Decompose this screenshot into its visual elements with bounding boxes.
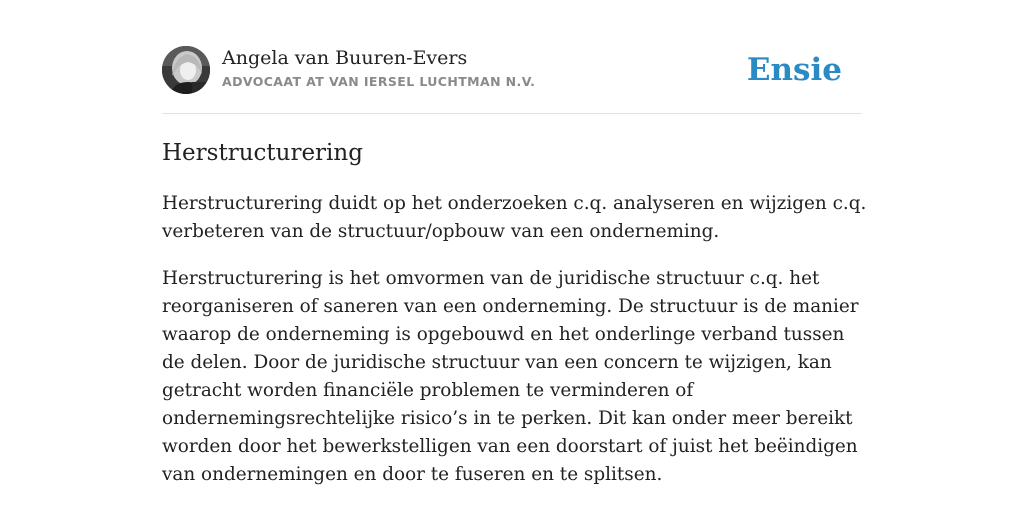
- portrait-photo-icon: [162, 46, 210, 94]
- author-role: ADVOCAAT AT VAN IERSEL LUCHTMAN N.V.: [222, 74, 536, 89]
- article-paragraph: Herstructurering duidt op het onderzoeken c.q. analyseren en wijzigen c.q. verbeteren van de structuur/opbouw van een onderneming.: [162, 193, 867, 242]
- author-avatar[interactable]: [162, 46, 210, 94]
- author-header: [162, 46, 862, 96]
- article-title: Herstructurering: [162, 140, 363, 166]
- header-divider: [162, 113, 862, 114]
- author-name[interactable]: Angela van Buuren-Evers: [222, 47, 468, 69]
- article-body: [162, 190, 868, 508]
- brand-logo[interactable]: Ensie: [746, 52, 842, 88]
- article-paragraph: Herstructurering is het omvormen van de juridische structuur c.q. het reorganiseren of saneren van een onderneming. De structuur is de manier waarop de onderneming is opgebouwd en het onderlinge verband tussen de delen. Door de juridische structuur van een concern te wijzigen, kan getracht worden financiële problemen te verminderen of ondernemingsrechtelijke risico’s in te perken. Dit kan onder meer bereikt worden door het bewerkstelligen van een doorstart of juist het beëindigen van ondernemingen en door te fuseren en te splitsen.: [162, 268, 859, 485]
